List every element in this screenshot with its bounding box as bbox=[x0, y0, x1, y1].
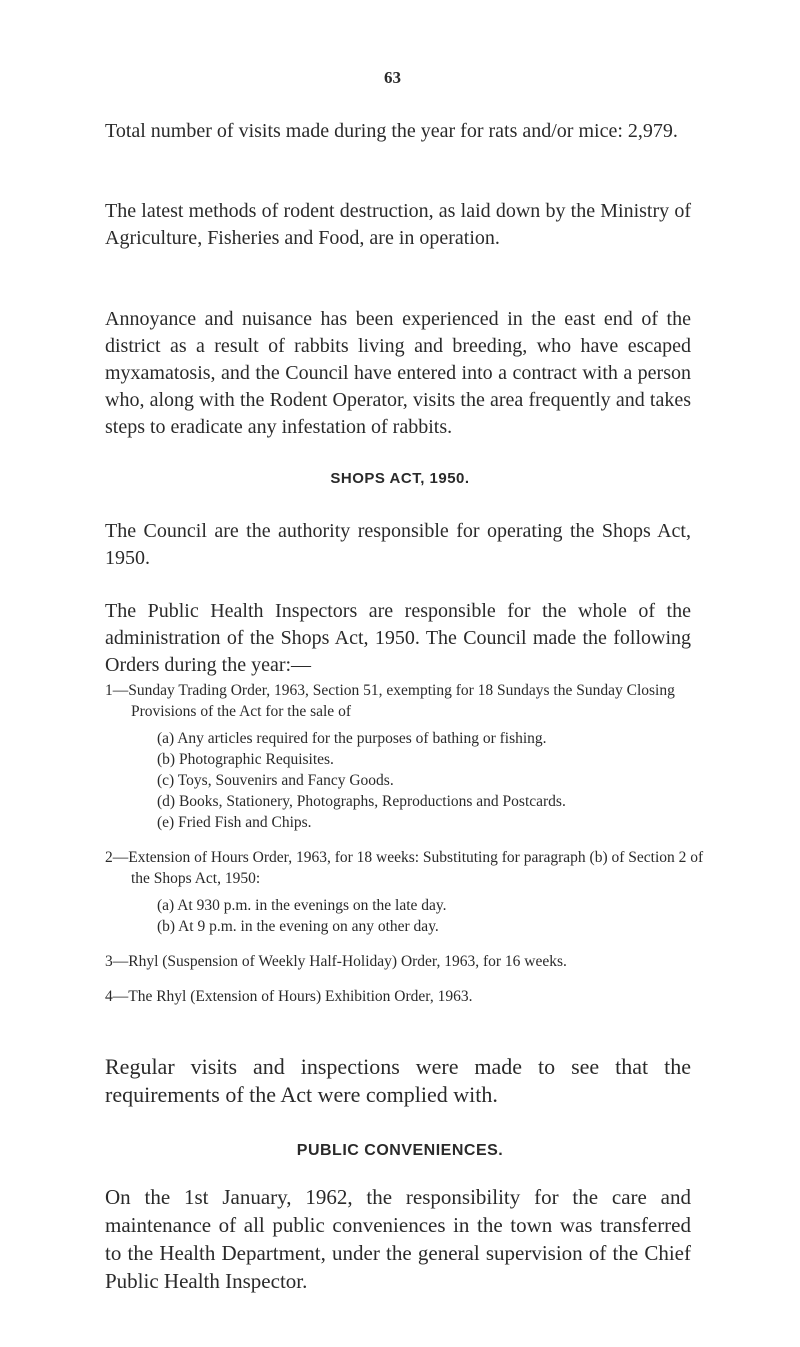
order-text: 4—The Rhyl (Extension of Hours) Exhibition Order, 1963. bbox=[105, 988, 473, 1005]
rabbits-paragraph: Annoyance and nuisance has been experienced in the east end of the district as a result of rabbits living and breeding, who have escaped myxamatosis, and the Council have entered into a contract with a person who, along with the Rodent Operator, visits the area frequently and takes steps to eradicate any infestation of rabbits. bbox=[105, 308, 691, 438]
shops-authority-paragraph: The Council are the authority responsible for operating the Shops Act, 1950. bbox=[105, 520, 691, 569]
order-subitem: (b) At 9 p.m. in the evening on any other day. bbox=[157, 918, 439, 935]
rodent-visits-paragraph: Total number of visits made during the year for rats and/or mice: 2,979. bbox=[105, 120, 678, 142]
order-subitem: (c) Toys, Souvenirs and Fancy Goods. bbox=[157, 772, 394, 789]
order-sublist bbox=[131, 895, 705, 937]
rodent-methods-paragraph: The latest methods of rodent destruction, as laid down by the Ministry of Agriculture, Fisheries and Food, are in operation. bbox=[105, 200, 691, 249]
order-subitem: (a) Any articles required for the purposes of bathing or fishing. bbox=[157, 730, 547, 747]
order-text: 1—Sunday Trading Order, 1963, Section 51, exempting for 18 Sundays the Sunday Closing Provisions of the Act for the sale of bbox=[105, 682, 675, 720]
shops-visits-paragraph: Regular visits and inspections were made to see that the requirements of the Act were complied with. bbox=[105, 1054, 691, 1107]
order-text: 3—Rhyl (Suspension of Weekly Half-Holiday) Order, 1963, for 16 weeks. bbox=[105, 953, 567, 970]
order-subitem: (e) Fried Fish and Chips. bbox=[157, 814, 312, 831]
page-number: 63 bbox=[384, 68, 401, 87]
order-text: 2—Extension of Hours Order, 1963, for 18 weeks: Substituting for paragraph (b) of Section 2 of the Shops Act, 1950: bbox=[105, 849, 704, 887]
order-item bbox=[105, 951, 705, 972]
order-item bbox=[105, 680, 705, 833]
order-subitem: (d) Books, Stationery, Photographs, Reproductions and Postcards. bbox=[157, 793, 566, 810]
order-item bbox=[105, 986, 705, 1007]
public-conveniences-paragraph: On the 1st January, 1962, the responsibility for the care and maintenance of all public conveniences in the town was transferred to the Health Department, under the general supervision of the Chief Public Health Inspector. bbox=[105, 1185, 691, 1293]
order-sublist bbox=[131, 728, 705, 833]
order-subitem: (b) Photographic Requisites. bbox=[157, 751, 334, 768]
shops-inspectors-paragraph: The Public Health Inspectors are responsible for the whole of the administration of the Shops Act, 1950. The Council made the following Orders during the year:— bbox=[105, 600, 691, 676]
shops-act-heading: SHOPS ACT, 1950. bbox=[330, 470, 470, 487]
order-item bbox=[105, 847, 705, 937]
public-conveniences-heading: PUBLIC CONVENIENCES. bbox=[296, 1142, 504, 1159]
orders-list bbox=[105, 680, 705, 1021]
order-subitem: (a) At 930 p.m. in the evenings on the late day. bbox=[157, 897, 447, 914]
